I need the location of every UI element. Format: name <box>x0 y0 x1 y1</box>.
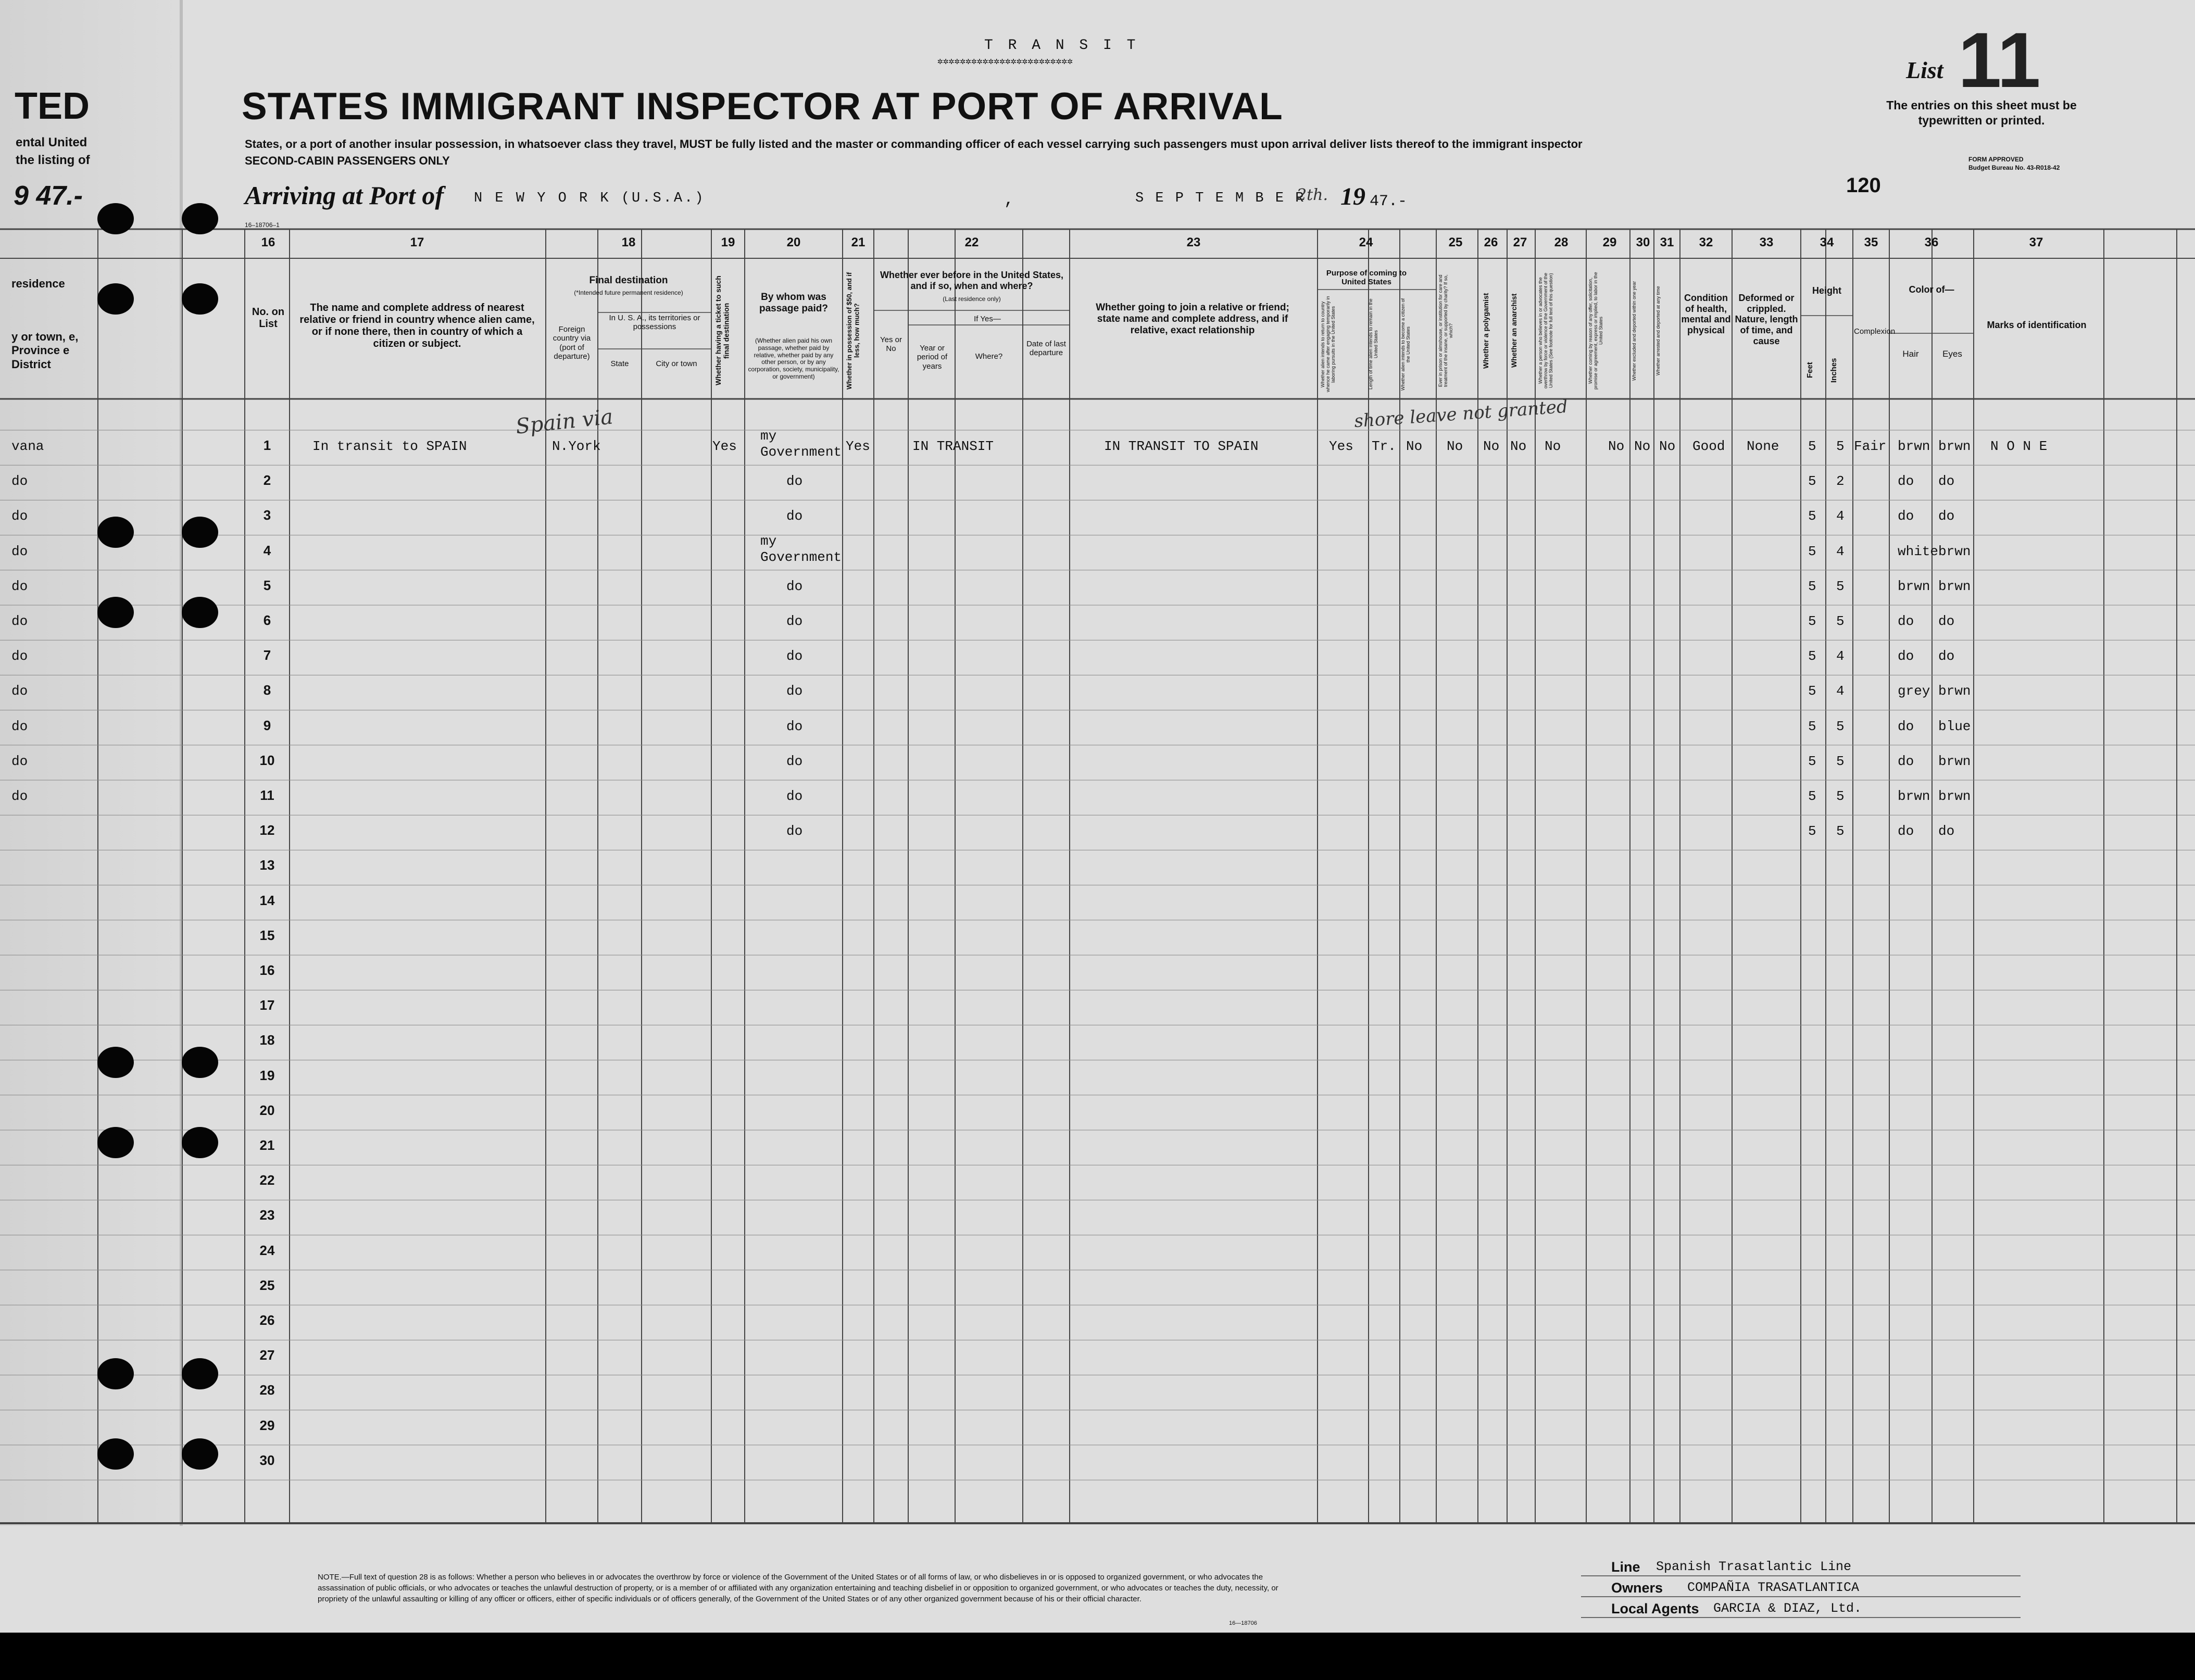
cell-left: do <box>11 683 28 699</box>
row-number: 13 <box>259 857 275 873</box>
cell-eyes: do <box>1938 508 1955 524</box>
col-num-17: 17 <box>410 235 424 249</box>
cell-inches: 5 <box>1836 788 1845 804</box>
cell-c22: IN TRANSIT <box>912 438 994 454</box>
col-37-label: Marks of identification <box>1987 320 2087 330</box>
cell-c33: None <box>1747 438 1779 454</box>
col-19-label: Whether having a ticket to such final destination <box>714 275 731 386</box>
col-20-note: (Whether alien paid his own passage, whether paid by relative, whether paid by any other person, or by any corporation, society, municipality, or government) <box>748 337 839 380</box>
row-number: 14 <box>259 892 275 908</box>
row-number: 4 <box>263 542 271 558</box>
col-num-22: 22 <box>964 235 979 249</box>
cell-c20: do <box>786 473 803 490</box>
owners-value: COMPAÑIA TRASATLANTICA <box>1687 1580 1860 1595</box>
row-number: 22 <box>259 1172 275 1188</box>
col-22-year: Year or period of years <box>917 344 948 371</box>
budget-bureau: Budget Bureau No. 43-R018-42 <box>1968 164 2060 171</box>
col-20-label: By whom was passage paid? <box>759 292 828 314</box>
row-number: 27 <box>259 1347 275 1363</box>
col-22-label: Whether ever before in the United States, and if so, when and where? <box>880 270 1064 291</box>
owners-label: Owners <box>1611 1580 1663 1596</box>
row-number: 6 <box>263 612 271 628</box>
comma: , <box>1004 190 1014 209</box>
col-num-27: 27 <box>1513 235 1527 249</box>
col-34-label: Height <box>1812 285 1841 296</box>
form-code: 16–18706–1 <box>245 221 280 229</box>
col-26-label: Whether a polygamist <box>1482 293 1490 369</box>
cell-c29: No <box>1608 438 1625 454</box>
punch-hole <box>182 1047 218 1078</box>
col-num-21: 21 <box>851 235 866 249</box>
col-36-hair: Hair <box>1902 349 1919 359</box>
cell-inches: 4 <box>1836 683 1845 699</box>
year-prefix: 19 <box>1340 183 1365 210</box>
cell-inches: 4 <box>1836 543 1845 559</box>
month-value: S E P T E M B E R <box>1135 191 1306 206</box>
cell-feet: 5 <box>1808 508 1816 524</box>
row-number: 1 <box>263 437 271 453</box>
punch-hole <box>97 283 134 315</box>
year-suffix: 47.- <box>1370 193 1408 210</box>
cell-eyes: brwn <box>1938 543 1971 559</box>
cell-hair: do <box>1898 508 1914 524</box>
cell-c31: No <box>1659 438 1676 454</box>
cell-hair: brwn <box>1898 788 1930 804</box>
col-28-label: Whether a person who believes in or advocates the overthrow by force or violence of the Government of the United States (See footnote for full text of this question) <box>1538 272 1553 389</box>
col-24-sub-a: Whether alien intends to return to country whence he came after engaging temporarily in laboring pursuits in the United States <box>1320 296 1336 393</box>
col-num-33: 33 <box>1759 235 1774 249</box>
col-num-16: 16 <box>261 235 275 249</box>
cell-c20: do <box>786 823 803 839</box>
cell-eyes: blue <box>1938 718 1971 734</box>
subtitle: States, or a port of another insular possession, in whatsoever class they travel, MUST be fully listed and the master or commanding officer of each vessel carrying such passengers must upon arrival deliver lists thereof to the immigrant inspector <box>245 137 1583 151</box>
cell-inches: 4 <box>1836 648 1845 665</box>
row-number: 5 <box>263 577 271 593</box>
col-34-inches: Inches <box>1829 358 1838 383</box>
col-18-label: Final destination <box>589 275 668 286</box>
cell-left: do <box>11 718 28 734</box>
sheet-instruction: The entries on this sheet must be typewritten or printed. <box>1886 98 2077 127</box>
cell-hair: do <box>1898 613 1914 629</box>
line-label: Line <box>1611 1559 1640 1575</box>
row-number: 3 <box>263 507 271 523</box>
cell-c25: No <box>1447 438 1463 454</box>
col-num-23: 23 <box>1186 235 1201 249</box>
page-title: STATES IMMIGRANT INSPECTOR AT PORT OF ARRIVAL <box>242 85 1283 128</box>
punch-hole <box>182 1127 218 1158</box>
row-number: 2 <box>263 472 271 488</box>
col-22-ifyes: If Yes— <box>974 315 1001 323</box>
col-36-label: Color of— <box>1909 284 1954 295</box>
left-fragment-year: 9 47.- <box>14 181 83 211</box>
cell-hair: do <box>1898 718 1914 734</box>
cell-eyes: brwn <box>1938 683 1971 699</box>
col-18-city: City or town <box>656 359 697 368</box>
transit-label: T R A N S I T <box>984 37 1139 54</box>
cell-eyes: do <box>1938 613 1955 629</box>
cell-left: do <box>11 508 28 524</box>
cell-hair: brwn <box>1898 438 1930 454</box>
punch-hole <box>182 1438 218 1470</box>
punch-hole <box>97 203 134 234</box>
col-18-state: State <box>610 359 629 368</box>
cell-c28: No <box>1545 438 1561 454</box>
col-left-title: residence <box>11 277 65 290</box>
cell-c20: do <box>786 508 803 524</box>
row-number: 26 <box>259 1312 275 1328</box>
cell-c24c: No <box>1406 438 1423 454</box>
stamp-number: 120 <box>1846 174 1881 197</box>
col-36-eyes: Eyes <box>1942 349 1962 359</box>
col-32-label: Condition of health, mental and physical <box>1681 293 1731 336</box>
cell-c20: do <box>786 613 803 629</box>
cell-eyes: brwn <box>1938 788 1971 804</box>
cell-c24a: Yes <box>1329 438 1353 454</box>
col-num-37: 37 <box>2029 235 2043 249</box>
row-number: 20 <box>259 1102 275 1118</box>
punch-hole <box>182 517 218 548</box>
cell-c20: my Government <box>760 428 842 460</box>
col-16-label: No. on List <box>252 306 285 330</box>
list-number: 11 <box>1958 16 2041 104</box>
row-number: 17 <box>259 997 275 1013</box>
row-number: 10 <box>259 752 275 768</box>
cell-left: vana <box>11 438 44 454</box>
cell-left: do <box>11 543 28 559</box>
row-number: 24 <box>259 1242 275 1258</box>
cell-inches: 5 <box>1836 753 1845 769</box>
cell-feet: 5 <box>1808 683 1816 699</box>
col-18-foreign: Foreign country via (port of departure) <box>553 325 591 361</box>
transit-stars: ✲✲✲✲✲✲✲✲✲✲✲✲✲✲✲✲✲✲✲✲✲✲✲✲ <box>937 57 1073 67</box>
col-35-label: Complexion <box>1854 327 1896 336</box>
cell-eyes: do <box>1938 823 1955 839</box>
cell-left: do <box>11 473 28 490</box>
cell-left: do <box>11 788 28 804</box>
cell-left: do <box>11 613 28 629</box>
cell-c37: N O N E <box>1990 438 2048 454</box>
footnote-question-28: NOTE.—Full text of question 28 is as follows: Whether a person who believes in or advocates the overthrow by force or violence of the Government of the United States or of all forms of law, or who disbelieves in or is opposed to organized government, or who advocates the assassination of public officials, or who advocates or teaches the unlawful destruction of property, or is a member of or affiliated with any organization entertaining and teaching disbelief in or opposition to organized government, or who advocates or teaches the duty, necessity, or propriety of the unlawful assaulting or killing of any officer or officers, either of specific individuals or of officers generally, of the Government of the United States or of any other organized government because of his or their official character. <box>318 1573 1278 1603</box>
cell-feet: 5 <box>1808 718 1816 734</box>
col-29-label: Whether coming by reason of any offer, solicitation, promise or agreement, express or implied, to labor in the United States <box>1588 272 1603 390</box>
col-33-label: Deformed or crippled. Nature, length of time, and cause <box>1735 293 1798 346</box>
cell-c27: No <box>1510 438 1527 454</box>
cell-left: do <box>11 753 28 769</box>
footer-form-code: 16—18706 <box>1229 1620 1257 1626</box>
col-num-26: 26 <box>1484 235 1498 249</box>
arriving-label: Arriving at Port of <box>245 181 444 210</box>
col-30-label: Whether excluded and deported within one year <box>1632 281 1637 381</box>
cell-eyes: do <box>1938 473 1955 490</box>
list-label: List <box>1906 57 1943 83</box>
cell-c26: No <box>1483 438 1500 454</box>
cell-c35: Fair <box>1854 438 1887 454</box>
col-num-30: 30 <box>1636 235 1650 249</box>
col-num-29: 29 <box>1602 235 1617 249</box>
cell-inches: 2 <box>1836 473 1845 490</box>
col-num-24: 24 <box>1359 235 1373 249</box>
col-27-label: Whether an anarchist <box>1510 293 1518 368</box>
agents-value: GARCIA & DIAZ, Ltd. <box>1713 1601 1862 1616</box>
col-22-where: Where? <box>975 352 1003 361</box>
col-18-note: (*Intended future permanent residence) <box>574 289 683 296</box>
col-25-label: Ever in prison or almshouse, or institution for care and treatment of the insane, or supported by charity? If so, which? <box>1438 274 1453 387</box>
cell-c20: my Government <box>760 533 842 565</box>
cell-c19: Yes <box>712 438 737 454</box>
cell-hair: brwn <box>1898 578 1930 594</box>
col-22-note: (Last residence only) <box>943 295 1001 303</box>
cell-c20: do <box>786 683 803 699</box>
row-number: 15 <box>259 927 275 943</box>
cell-left: do <box>11 578 28 594</box>
cell-inches: 5 <box>1836 438 1845 454</box>
row-number: 23 <box>259 1207 275 1223</box>
cell-c20: do <box>786 648 803 665</box>
cell-c30: No <box>1634 438 1651 454</box>
col-left-sub: y or town, e, Province e District <box>11 330 79 371</box>
col-24-sub-b: Length of time alien intends to remain in the United States <box>1368 298 1378 390</box>
row-number: 8 <box>263 682 271 698</box>
cell-hair: white <box>1898 543 1939 559</box>
line-value: Spanish Trasatlantic Line <box>1656 1559 1852 1574</box>
cell-c20: do <box>786 753 803 769</box>
cell-c20: do <box>786 578 803 594</box>
col-num-20: 20 <box>786 235 801 249</box>
cell-eyes: brwn <box>1938 578 1971 594</box>
class-line: SECOND-CABIN PASSENGERS ONLY <box>245 154 450 167</box>
row-number: 28 <box>259 1382 275 1398</box>
cell-feet: 5 <box>1808 578 1816 594</box>
col-31-label: Whether arrested and deported at any time <box>1655 286 1661 375</box>
cell-feet: 5 <box>1808 788 1816 804</box>
cell-hair: do <box>1898 473 1914 490</box>
handwritten-spain-via: Spain via <box>515 405 614 439</box>
cell-c20: do <box>786 718 803 734</box>
left-fragment-line-2: the listing of <box>16 153 90 167</box>
col-34-feet: Feet <box>1805 362 1814 379</box>
row-number: 16 <box>259 962 275 978</box>
cell-c18: N.York <box>552 438 601 454</box>
scan-border <box>0 1633 2195 1680</box>
cell-eyes: brwn <box>1938 438 1971 454</box>
day-value: 2th. <box>1297 186 1328 204</box>
left-fragment-title: TED <box>15 85 90 127</box>
cell-inches: 5 <box>1836 823 1845 839</box>
row-number: 7 <box>263 647 271 663</box>
col-num-34: 34 <box>1820 235 1834 249</box>
col-num-36: 36 <box>1924 235 1939 249</box>
cell-c21: Yes <box>846 438 870 454</box>
cell-hair: do <box>1898 648 1914 665</box>
cell-c23: IN TRANSIT TO SPAIN <box>1104 438 1259 454</box>
punch-hole <box>97 1358 134 1389</box>
row-number: 30 <box>259 1452 275 1468</box>
row-number: 12 <box>259 822 275 838</box>
cell-eyes: brwn <box>1938 753 1971 769</box>
punch-hole <box>182 1358 218 1389</box>
cell-c17: In transit to SPAIN <box>312 438 467 454</box>
cell-hair: do <box>1898 753 1914 769</box>
cell-c32: Good <box>1692 438 1725 454</box>
punch-hole <box>97 1438 134 1470</box>
col-18-usa: In U. S. A., its territories or possessions <box>609 314 700 332</box>
col-17-label: The name and complete address of nearest relative or friend in country whence alien came, or if none there, then in country of which a citizen or subject. <box>299 302 535 349</box>
cell-left: do <box>11 648 28 665</box>
cell-feet: 5 <box>1808 753 1816 769</box>
punch-hole <box>97 1047 134 1078</box>
col-23-label: Whether going to join a relative or friend; state name and complete address, and if relative, exact relationship <box>1096 302 1289 336</box>
cell-inches: 5 <box>1836 718 1845 734</box>
cell-c24b: Tr. <box>1372 438 1396 454</box>
punch-hole <box>182 597 218 628</box>
col-24-label: Purpose of coming to United States <box>1326 269 1407 287</box>
cell-c20: do <box>786 788 803 804</box>
left-fragment-line-1: ental United <box>16 135 87 149</box>
punch-hole <box>182 283 218 315</box>
row-number: 21 <box>259 1137 275 1153</box>
row-number: 29 <box>259 1417 275 1433</box>
col-num-25: 25 <box>1448 235 1463 249</box>
col-num-35: 35 <box>1864 235 1878 249</box>
cell-feet: 5 <box>1808 543 1816 559</box>
col-22-yesno: Yes or No <box>880 335 902 354</box>
agents-label: Local Agents <box>1611 1601 1699 1616</box>
cell-feet: 5 <box>1808 438 1816 454</box>
row-number: 19 <box>259 1067 275 1083</box>
row-number: 11 <box>260 787 274 803</box>
col-num-32: 32 <box>1699 235 1713 249</box>
row-number: 25 <box>259 1277 275 1293</box>
handwritten-shore-leave: shore leave not granted <box>1353 396 1569 432</box>
port-value: N E W Y O R K (U.S.A.) <box>474 191 706 206</box>
cell-inches: 4 <box>1836 508 1845 524</box>
col-num-28: 28 <box>1554 235 1569 249</box>
punch-hole <box>97 597 134 628</box>
col-24-sub-c: Whether alien intends to become a citizen of the United States <box>1400 298 1411 391</box>
punch-hole <box>97 1127 134 1158</box>
cell-feet: 5 <box>1808 473 1816 490</box>
cell-inches: 5 <box>1836 578 1845 594</box>
form-approved: FORM APPROVED <box>1968 156 2024 163</box>
cell-hair: grey <box>1898 683 1930 699</box>
col-22-date: Date of last departure <box>1026 340 1066 358</box>
cell-feet: 5 <box>1808 613 1816 629</box>
row-number: 18 <box>259 1032 275 1048</box>
row-number: 9 <box>263 717 271 733</box>
cell-eyes: do <box>1938 648 1955 665</box>
cell-feet: 5 <box>1808 648 1816 665</box>
col-num-31: 31 <box>1660 235 1674 249</box>
punch-hole <box>97 517 134 548</box>
cell-inches: 5 <box>1836 613 1845 629</box>
cell-feet: 5 <box>1808 823 1816 839</box>
cell-hair: do <box>1898 823 1914 839</box>
col-21-label: Whether in possession of $50, and if less, how much? <box>845 272 861 390</box>
punch-hole <box>182 203 218 234</box>
col-num-19: 19 <box>721 235 735 249</box>
col-num-18: 18 <box>621 235 636 249</box>
